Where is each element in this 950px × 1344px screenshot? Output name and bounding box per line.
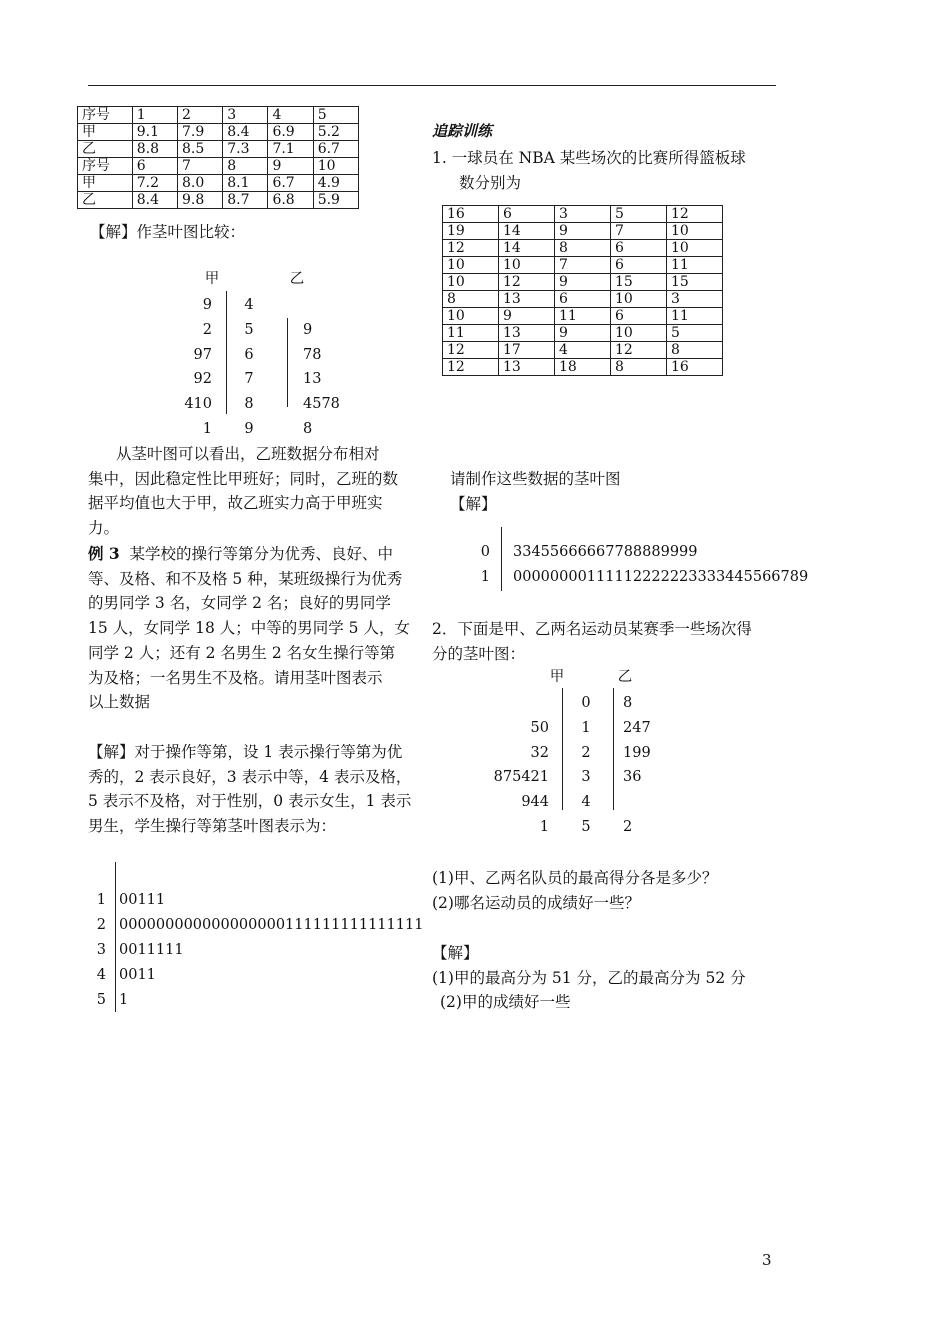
stem4-right-leaves: 199 [623, 744, 651, 761]
table-cell: 11 [667, 308, 723, 325]
stem3-stem: 5 [96, 992, 106, 1008]
stem1-left-leaves: 97 [193, 346, 212, 363]
question-1: 1. 一球员在 NBA 某些场次的比赛所得篮板球 数分别为 [432, 149, 746, 192]
table-row [443, 308, 723, 325]
stem2-leaves: 00000000111112222223333445566789 [513, 568, 809, 585]
table-cell: 5 [667, 325, 723, 342]
stem2-stem: 1 [480, 568, 490, 585]
table-row [443, 359, 723, 376]
table-cell: 9 [268, 158, 313, 175]
stem4-stem: 4 [581, 794, 591, 811]
table-cell: 8.0 [177, 175, 222, 192]
table-cell: 10 [443, 257, 499, 274]
stem1-stem: 5 [244, 321, 254, 338]
table-cell: 5 [611, 206, 667, 223]
stem2-stem: 0 [480, 544, 490, 560]
table-cell: 12 [443, 240, 499, 257]
table-cell: 9.8 [177, 192, 222, 209]
example-3: 例 3 某学校的操行等第分为优秀、良好、中 等、及格、和不及格 5 种，某班级操行为优秀 的男同学 3 名，女同学 2 名；良好的男同学 15 人，女同学 18 人；中等的男同学 5 人，女 同学 2 人；还有 2 名男生 2 名女生操行等第 为及格；一名男生不及格。请用茎叶图表示 以上数据 [88, 544, 410, 712]
question-1-solution: 【解】 [450, 495, 497, 513]
table-cell: 6 [611, 240, 667, 257]
table-cell: 7.3 [223, 141, 268, 158]
table-cell: 7 [177, 158, 222, 175]
table-cell: 6.7 [268, 175, 313, 192]
table-cell: 7.1 [268, 141, 313, 158]
table-cell: 14 [499, 240, 555, 257]
stem1-left-leaves: 1 [202, 421, 212, 437]
table-row [78, 141, 359, 158]
stem1-left-leaves: 410 [184, 396, 212, 413]
table-row [443, 206, 723, 223]
table-row [78, 158, 359, 175]
table-cell: 12 [443, 359, 499, 376]
table-cell: 8 [555, 240, 611, 257]
table-cell: 7.2 [132, 175, 177, 192]
stem1-header-left: 甲 [204, 271, 220, 287]
table-cell: 8 [667, 342, 723, 359]
table-row [78, 192, 359, 209]
analysis-paragraph: 从茎叶图可以看出，乙班数据分布相对 集中，因此稳定性比甲班好；同时，乙班的数 据平均值也大于甲，故乙班实力高于甲班实 力。 [88, 445, 399, 538]
table-cell: 8 [443, 291, 499, 308]
question-1-prompt: 请制作这些数据的茎叶图 [450, 470, 621, 488]
stem4-header-left: 甲 [549, 669, 565, 685]
stem4-left-leaves: 50 [530, 719, 549, 736]
table-cell: 10 [313, 158, 358, 175]
table-cell: 12 [611, 342, 667, 359]
table-cell: 8.1 [223, 175, 268, 192]
table-cell: 8.8 [132, 141, 177, 158]
question-2-items: (1)甲、乙两名队员的最高得分各是多少？ (2)哪名运动员的成绩好一些？ [432, 869, 718, 912]
table-cell: 6 [132, 158, 177, 175]
table-cell: 16 [443, 206, 499, 223]
table-row [443, 274, 723, 291]
example-label: 例 3 [88, 544, 120, 563]
table-cell: 乙 [78, 141, 133, 158]
page-number: 3 [762, 1251, 772, 1269]
stem3-leaves: 0011111 [119, 942, 184, 958]
stem1-stem: 4 [244, 297, 254, 313]
stem4-stem: 2 [581, 744, 591, 761]
table-cell: 序号 [78, 158, 133, 175]
header-rule [88, 85, 776, 86]
table-cell: 13 [499, 359, 555, 376]
table-cell: 6.7 [313, 141, 358, 158]
stem3-stem: 2 [96, 917, 106, 933]
stem3-stem: 4 [96, 967, 106, 983]
table-cell: 乙 [78, 192, 133, 209]
table-cell: 10 [443, 274, 499, 291]
stem3-leaves: 0011 [119, 967, 156, 983]
stem4-stem: 3 [581, 769, 591, 786]
table-cell: 10 [443, 308, 499, 325]
stem4-right-leaves: 247 [623, 719, 651, 736]
table-cell: 18 [555, 359, 611, 376]
stem4-stem: 0 [581, 695, 591, 711]
table-cell: 11 [555, 308, 611, 325]
question-2-solution: 【解】 (1)甲的最高分为 51 分，乙的最高分为 52 分 (2)甲的成绩好一些 [432, 944, 746, 1012]
stem1-right-leaves: 8 [303, 421, 313, 437]
table-cell: 9 [555, 274, 611, 291]
table-cell: 11 [443, 325, 499, 342]
table-cell: 6 [611, 308, 667, 325]
table-cell: 10 [667, 240, 723, 257]
table-cell: 10 [499, 257, 555, 274]
stem4-left-leaves: 1 [539, 819, 549, 835]
stem2-leaves: 33455666667788889999 [513, 544, 698, 560]
table-cell: 12 [443, 342, 499, 359]
table-cell: 3 [223, 107, 268, 124]
table-row [78, 175, 359, 192]
table-cell: 6.9 [268, 124, 313, 141]
table-row [443, 325, 723, 342]
stem1-stem: 9 [244, 421, 254, 437]
table-cell: 2 [177, 107, 222, 124]
table-cell: 8.4 [132, 192, 177, 209]
solution-3: 【解】对于操作等第，设 1 表示操行等第为优 秀的，2 表示良好，3 表示中等，4 表示及格， 5 表示不及格，对于性别，0 表示女生，1 表示 男生，学生操行等第茎叶图表示为： [88, 743, 412, 836]
table-row [443, 342, 723, 359]
table-cell: 10 [611, 291, 667, 308]
stem3-stem: 1 [96, 892, 106, 908]
stem4-stem: 1 [581, 719, 591, 736]
stem1-right-leaves: 13 [303, 371, 322, 388]
stem1-left-leaves: 92 [193, 371, 212, 388]
section-heading: 追踪训练 [432, 122, 493, 140]
table-cell: 序号 [78, 107, 133, 124]
stem1-stem: 7 [244, 371, 254, 388]
table-cell: 8 [223, 158, 268, 175]
stem3-leaves: 000000000000000000111111111111111 [119, 917, 424, 933]
table-cell: 15 [611, 274, 667, 291]
solution-intro: 【解】作茎叶图比较： [90, 223, 246, 241]
table-row [78, 124, 359, 141]
table-cell: 甲 [78, 124, 133, 141]
stem4-left-leaves: 32 [530, 744, 549, 761]
table-cell: 13 [499, 325, 555, 342]
table-cell: 9 [499, 308, 555, 325]
table-cell: 5.9 [313, 192, 358, 209]
table-cell: 19 [443, 223, 499, 240]
table-cell: 6 [611, 257, 667, 274]
table-cell: 7 [555, 257, 611, 274]
table-row [443, 291, 723, 308]
table-cell: 12 [667, 206, 723, 223]
table-cell: 14 [499, 223, 555, 240]
stem4-right-leaves: 36 [623, 769, 642, 786]
table-cell: 4.9 [313, 175, 358, 192]
table-row [78, 107, 359, 124]
stem1-stem: 6 [244, 346, 254, 363]
table-cell: 4 [268, 107, 313, 124]
stem3-stem: 3 [96, 942, 106, 958]
table-cell: 9 [555, 325, 611, 342]
stem4-right-leaves: 2 [623, 819, 633, 835]
stem3-leaves: 00111 [119, 892, 166, 908]
table-cell: 7.9 [177, 124, 222, 141]
table-cell: 甲 [78, 175, 133, 192]
table-cell: 3 [667, 291, 723, 308]
table-cell: 5.2 [313, 124, 358, 141]
table-cell: 1 [132, 107, 177, 124]
table-cell: 8.4 [223, 124, 268, 141]
stem4-right-leaves: 8 [623, 695, 633, 711]
table-cell: 11 [667, 257, 723, 274]
table-cell: 12 [499, 274, 555, 291]
table-cell: 6 [555, 291, 611, 308]
stem4-header-right: 乙 [617, 669, 633, 685]
table-cell: 8 [611, 359, 667, 376]
stem1-header-right: 乙 [289, 271, 305, 287]
stem1-right-leaves: 9 [303, 321, 313, 338]
table-row [443, 240, 723, 257]
table-cell: 4 [555, 342, 611, 359]
stem3-leaves: 1 [119, 992, 129, 1008]
stem4-stem: 5 [581, 819, 591, 835]
table-cell: 10 [611, 325, 667, 342]
table-cell: 7 [611, 223, 667, 240]
table-cell: 6 [499, 206, 555, 223]
table-cell: 9 [555, 223, 611, 240]
table-cell: 8.5 [177, 141, 222, 158]
table-cell: 3 [555, 206, 611, 223]
table-cell: 9.1 [132, 124, 177, 141]
stem1-right-leaves: 4578 [303, 396, 340, 413]
stem1-left-leaves: 2 [202, 321, 212, 338]
table-cell: 13 [499, 291, 555, 308]
question-2: 2．下面是甲、乙两名运动员某赛季一些场次得 分的茎叶图： [432, 620, 752, 663]
table-cell: 6.8 [268, 192, 313, 209]
table-cell: 17 [499, 342, 555, 359]
rebounds-table [442, 205, 723, 376]
table-cell: 16 [667, 359, 723, 376]
stem4-left-leaves: 944 [521, 794, 549, 811]
stem1-left-leaves: 9 [202, 297, 212, 313]
table-row [443, 223, 723, 240]
stem4-left-leaves: 875421 [493, 769, 549, 786]
table-cell: 5 [313, 107, 358, 124]
stem1-right-leaves: 78 [303, 346, 322, 363]
table-cell: 10 [667, 223, 723, 240]
table-row [443, 257, 723, 274]
score-table [77, 106, 359, 209]
stem1-stem: 8 [244, 396, 254, 413]
table-cell: 15 [667, 274, 723, 291]
table-cell: 8.7 [223, 192, 268, 209]
